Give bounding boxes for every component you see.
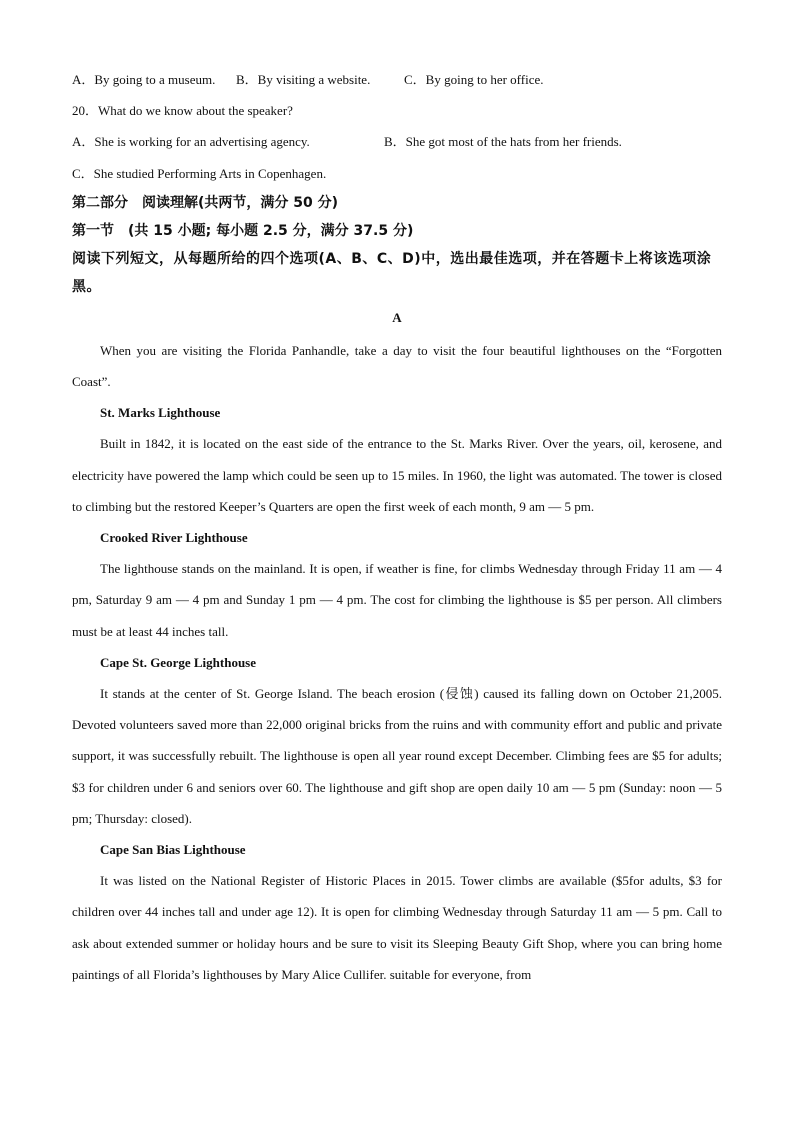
q20-option-a: A．She is working for an advertising agency. — [72, 134, 310, 150]
lighthouse-heading-crooked-river: Crooked River Lighthouse — [100, 530, 248, 546]
q19-option-c: C．By going to her office. — [404, 72, 544, 87]
exam-page — [72, 64, 722, 990]
section-one-subtitle: 第一节 (共 15 小题; 每小题 2.5 分，满分 37.5 分) — [72, 222, 414, 239]
lighthouse-text-cape-san-bias: It was listed on the National Register of Historic Places in 2015. Tower climbs are available ($5for adults, $3 for children over 44 inches tall and under age 12). It is open for climbing Wednesday through Saturday 11 am — 5 pm. Call to ask about extended summer or holiday hours and be sure to visit its Sleeping Beauty Gift Shop, where you can bring home paintings of all Florida’s lighthouses by Mary Alice Cullifer. suitable for everyone, from — [72, 873, 722, 982]
q19-options — [72, 64, 722, 95]
passage-intro: When you are visiting the Florida Panhandle, take a day to visit the four beautiful lighthouses on the “Forgotten Coast”. — [72, 342, 722, 390]
q20-options-row1 — [72, 126, 722, 157]
passage-label: A — [392, 309, 402, 325]
lighthouse-text-crooked-river: The lighthouse stands on the mainland. It is open, if weather is fine, for climbs Wednesday through Friday 11 am — 4 pm, Saturday 9 am — 4 pm and Sunday 1 pm — 4 pm. The cost for climbing the lighthouse is $5 per person. All climbers must be at least 44 inches tall. — [72, 561, 722, 639]
lighthouse-heading-st-marks: St. Marks Lighthouse — [100, 405, 221, 421]
section-two-title: 第二部分 阅读理解(共两节，满分 50 分) — [72, 194, 339, 211]
lighthouse-heading-cape-st-george: Cape St. George Lighthouse — [100, 654, 256, 670]
q20-stem: 20．What do we know about the speaker? — [72, 103, 293, 119]
q19-option-b: B．By visiting a website. — [236, 72, 371, 87]
reading-instructions: 阅读下列短文，从每题所给的四个选项(A、B、C、D)中，选出最佳选项，并在答题卡上将该选项涂黑。 — [72, 250, 712, 295]
lighthouse-text-cape-st-george: It stands at the center of St. George Island. The beach erosion (侵蚀) caused its falling down on October 21,2005. Devoted volunteers saved more than 22,000 original bricks from the ruins and with community effort and public and private support, it was successfully rebuilt. The lighthouse is open all year round except December. Climbing fees are $5 for adults; $3 for children under 6 and seniors over 60. The lighthouse and gift shop are open daily 10 am — 5 pm (Sunday: noon — 5 pm; Thursday: closed). — [72, 686, 722, 826]
q20-option-c: C．She studied Performing Arts in Copenhagen. — [72, 165, 327, 181]
lighthouse-heading-cape-san-bias: Cape San Bias Lighthouse — [100, 842, 246, 858]
q20-option-b: B．She got most of the hats from her friends. — [384, 134, 622, 150]
q19-option-a: A．By going to a museum. — [72, 72, 216, 87]
lighthouse-text-st-marks: Built in 1842, it is located on the east side of the entrance to the St. Marks River. Over the years, oil, kerosene, and electricity have powered the lamp which could be seen up to 15 miles. In 1960, the light was automated. The tower is closed to climbing but the restored Keeper’s Quarters are open the first week of each month, 9 am — 5 pm. — [72, 436, 722, 514]
